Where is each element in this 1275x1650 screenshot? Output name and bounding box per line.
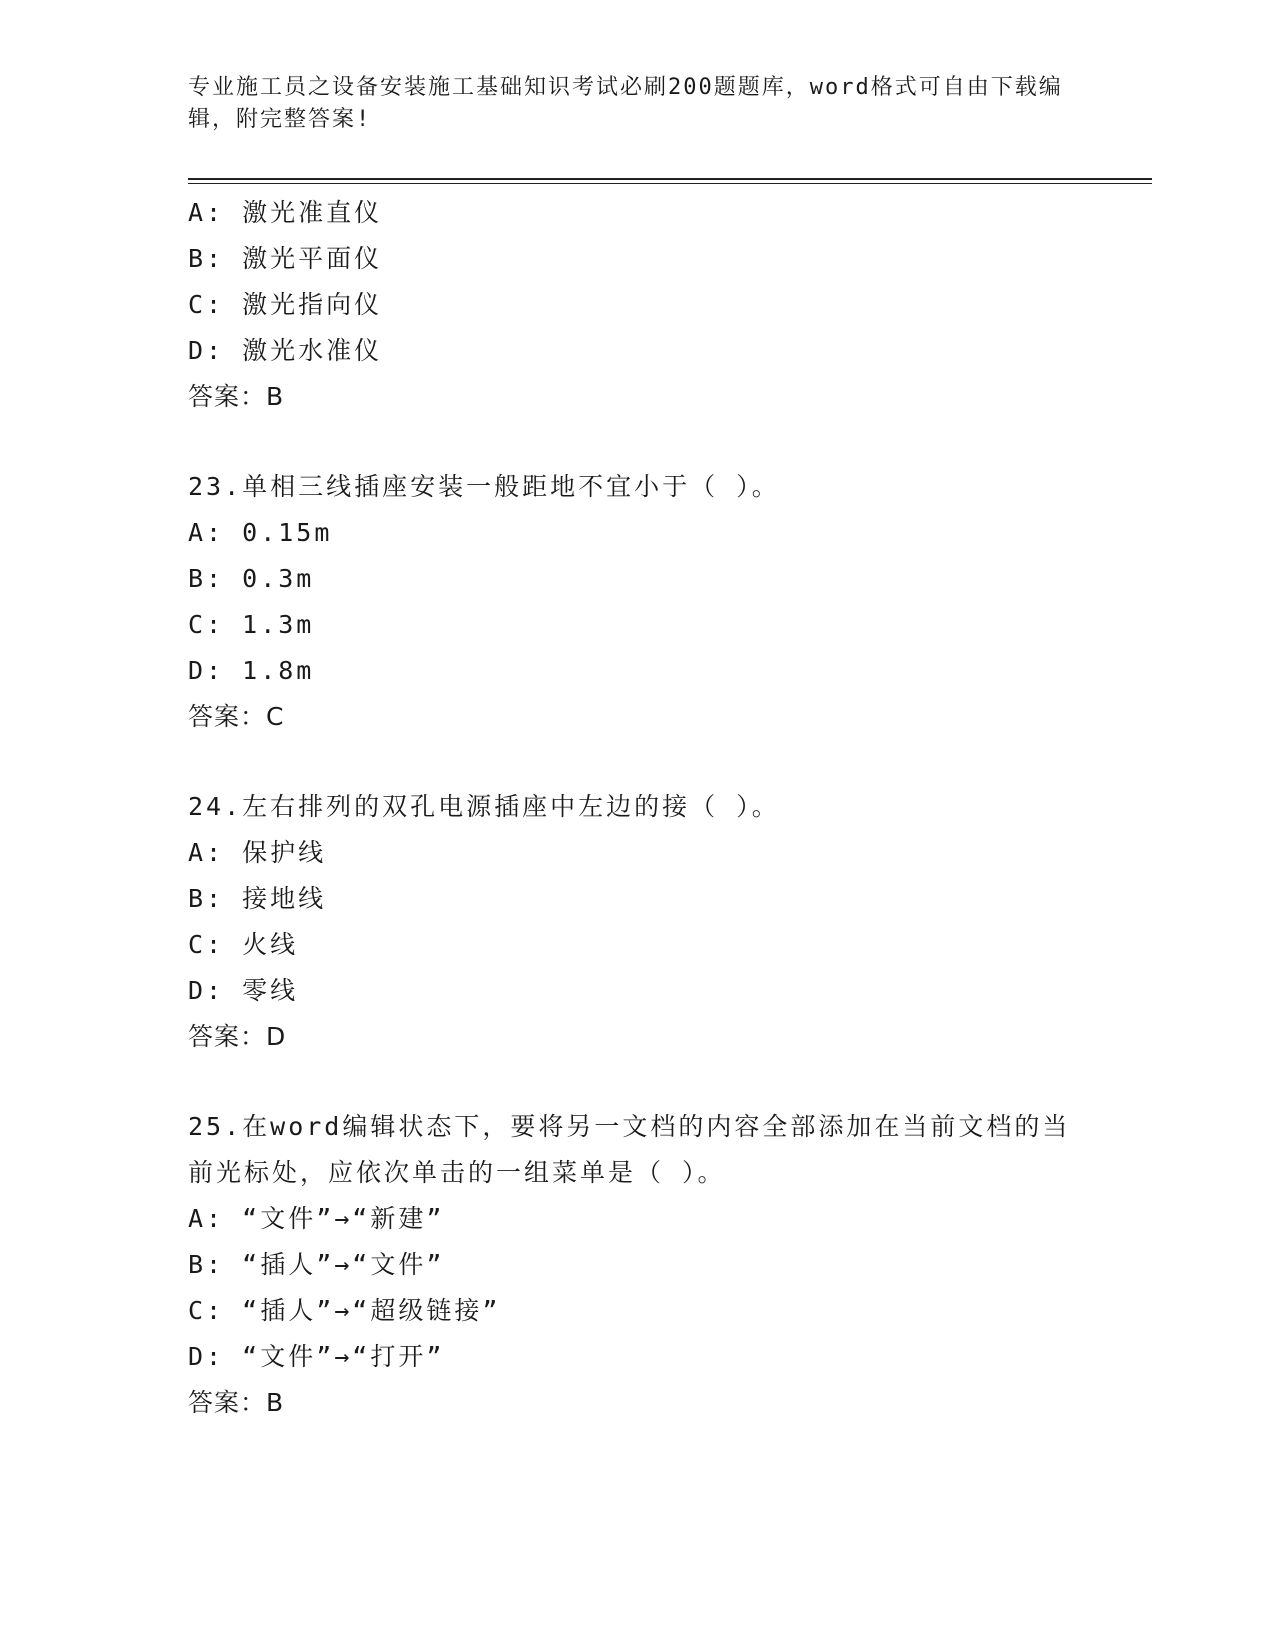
- option-b: B: 接地线: [188, 884, 327, 913]
- option-a: A: 保护线: [188, 838, 327, 867]
- answer: 答案：B: [188, 1388, 285, 1417]
- answer: 答案：C: [188, 702, 285, 731]
- header-divider-thin: [188, 183, 1152, 184]
- question-stem: 23.单相三线插座安装一般距地不宜小于（ ）。: [188, 472, 780, 501]
- option-d: D: 激光水准仪: [188, 336, 383, 365]
- option-d: D: 1.8m: [188, 656, 315, 685]
- option-c: C: 激光指向仪: [188, 290, 383, 319]
- question-list: [188, 190, 1088, 1426]
- option-d: D: “文件”→“打开”: [188, 1342, 445, 1371]
- option-b: B: 激光平面仪: [188, 244, 383, 273]
- answer: 答案：B: [188, 382, 285, 411]
- option-a: A: 0.15m: [188, 518, 333, 547]
- option-b: B: “插人”→“文件”: [188, 1250, 445, 1279]
- question-25: [188, 1104, 1088, 1426]
- question-24: [188, 784, 1088, 1060]
- option-c: C: “插人”→“超级链接”: [188, 1296, 501, 1325]
- page-header: 专业施工员之设备安装施工基础知识考试必刷200题题库，word格式可自由下载编辑，附完整答案!: [188, 75, 1063, 132]
- header-divider-thick: [188, 178, 1152, 180]
- option-b: B: 0.3m: [188, 564, 315, 593]
- option-d: D: 零线: [188, 976, 299, 1005]
- option-a: A: “文件”→“新建”: [188, 1204, 445, 1233]
- option-c: C: 火线: [188, 930, 299, 959]
- question-stem: 24.左右排列的双孔电源插座中左边的接（ ）。: [188, 792, 780, 821]
- question-23: [188, 464, 1088, 740]
- question-stem: 25.在word编辑状态下，要将另一文档的内容全部添加在当前文档的当前光标处，应依次单击的一组菜单是（ ）。: [188, 1112, 1071, 1187]
- answer: 答案：D: [188, 1022, 287, 1051]
- option-a: A: 激光准直仪: [188, 198, 383, 227]
- question-22: [188, 190, 1088, 420]
- option-c: C: 1.3m: [188, 610, 315, 639]
